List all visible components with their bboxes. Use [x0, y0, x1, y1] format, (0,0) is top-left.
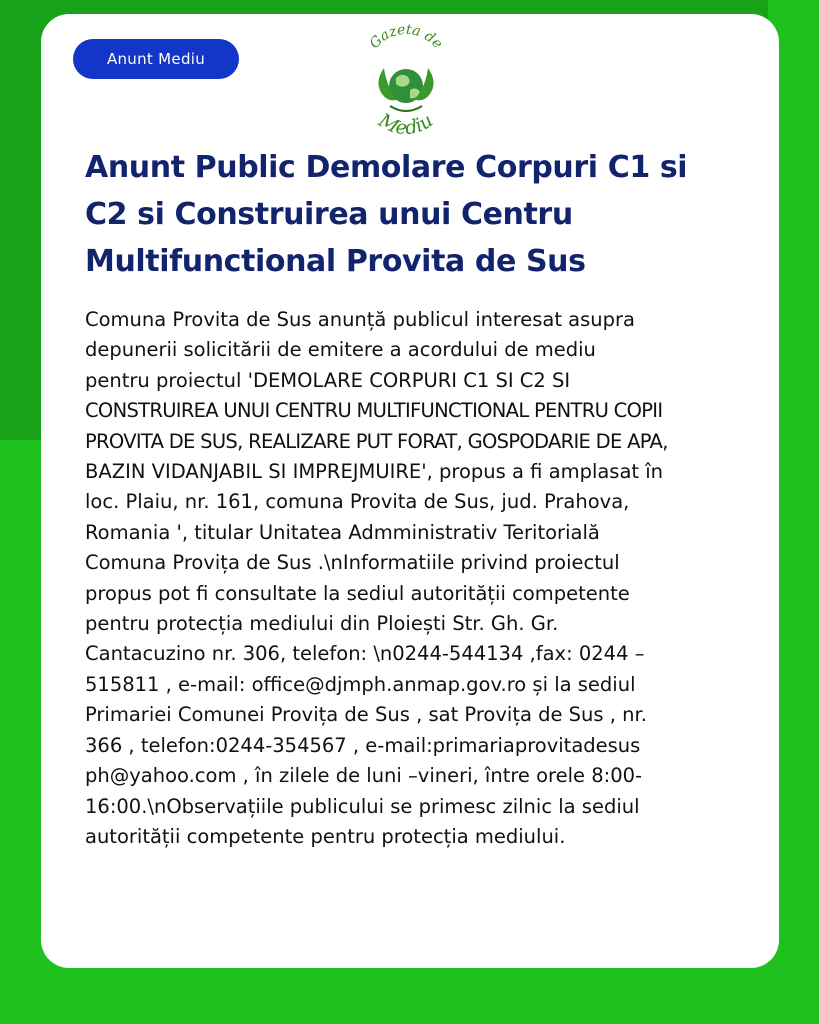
body-line: BAZIN VIDANJABIL SI IMPREJMUIRE', propus a fi amplasat în: [85, 460, 664, 484]
body-line: propus pot fi consultate la sediul autorității competente: [85, 581, 630, 605]
body-line: Comuna Provita de Sus anunță publicul interesat asupra: [85, 308, 635, 331]
body-line: Romania ', titular Unitatea Admministrativ Teritorială: [85, 520, 600, 544]
body-line: CONSTRUIREA UNUI CENTRU MULTIFUNCTIONAL PENTRU COPII: [85, 399, 663, 423]
article-body: [85, 305, 745, 852]
announcement-card: [41, 14, 779, 968]
body-line: PROVITA DE SUS, REALIZARE PUT FORAT, GOSPODARIE DE APA,: [85, 429, 668, 453]
body-line: autorității competente pentru protecția mediului.: [85, 824, 566, 848]
body-line: 515811 , e-mail: office@djmph.anmap.gov.ro și la sediul: [85, 672, 636, 696]
body-line: 366 , telefon:0244-354567 , e-mail:primariaprovitadesus: [85, 733, 641, 757]
body-line: 16:00.\nObservațiile publicului se primesc zilnic la sediul: [85, 794, 640, 818]
svg-text:Mediu: Mediu: [375, 109, 438, 134]
article-title: [85, 144, 735, 285]
body-line: Primariei Comunei Provița de Sus , sat Provița de Sus , nr.: [85, 703, 647, 727]
category-badge[interactable]: Anunt Mediu: [73, 39, 239, 79]
body-line: depunerii solicitării de emitere a acordului de mediu: [85, 338, 596, 362]
body-line: ph@yahoo.com , în zilele de luni –vineri, între orele 8:00-: [85, 764, 643, 788]
body-line: Comuna Provița de Sus .\nInformatiile privind proiectul: [85, 551, 620, 575]
svg-text:Gazeta de: Gazeta de: [366, 22, 446, 53]
body-line: pentru protecția mediului din Ploiești Str. Gh. Gr.: [85, 612, 559, 636]
title-line: Anunt Public Demolare Corpuri C1 si: [85, 150, 688, 185]
title-line: Multifunctional Provita de Sus: [85, 244, 586, 279]
gazeta-de-mediu-logo: [356, 22, 456, 134]
body-line: loc. Plaiu, nr. 161, comuna Provita de Sus, jud. Prahova,: [85, 490, 630, 514]
body-line: pentru proiectul 'DEMOLARE CORPURI C1 SI C2 SI: [85, 368, 571, 392]
body-line: Cantacuzino nr. 306, telefon: \n0244-544134 ,fax: 0244 –: [85, 642, 645, 666]
title-line: C2 si Construirea unui Centru: [85, 197, 573, 232]
